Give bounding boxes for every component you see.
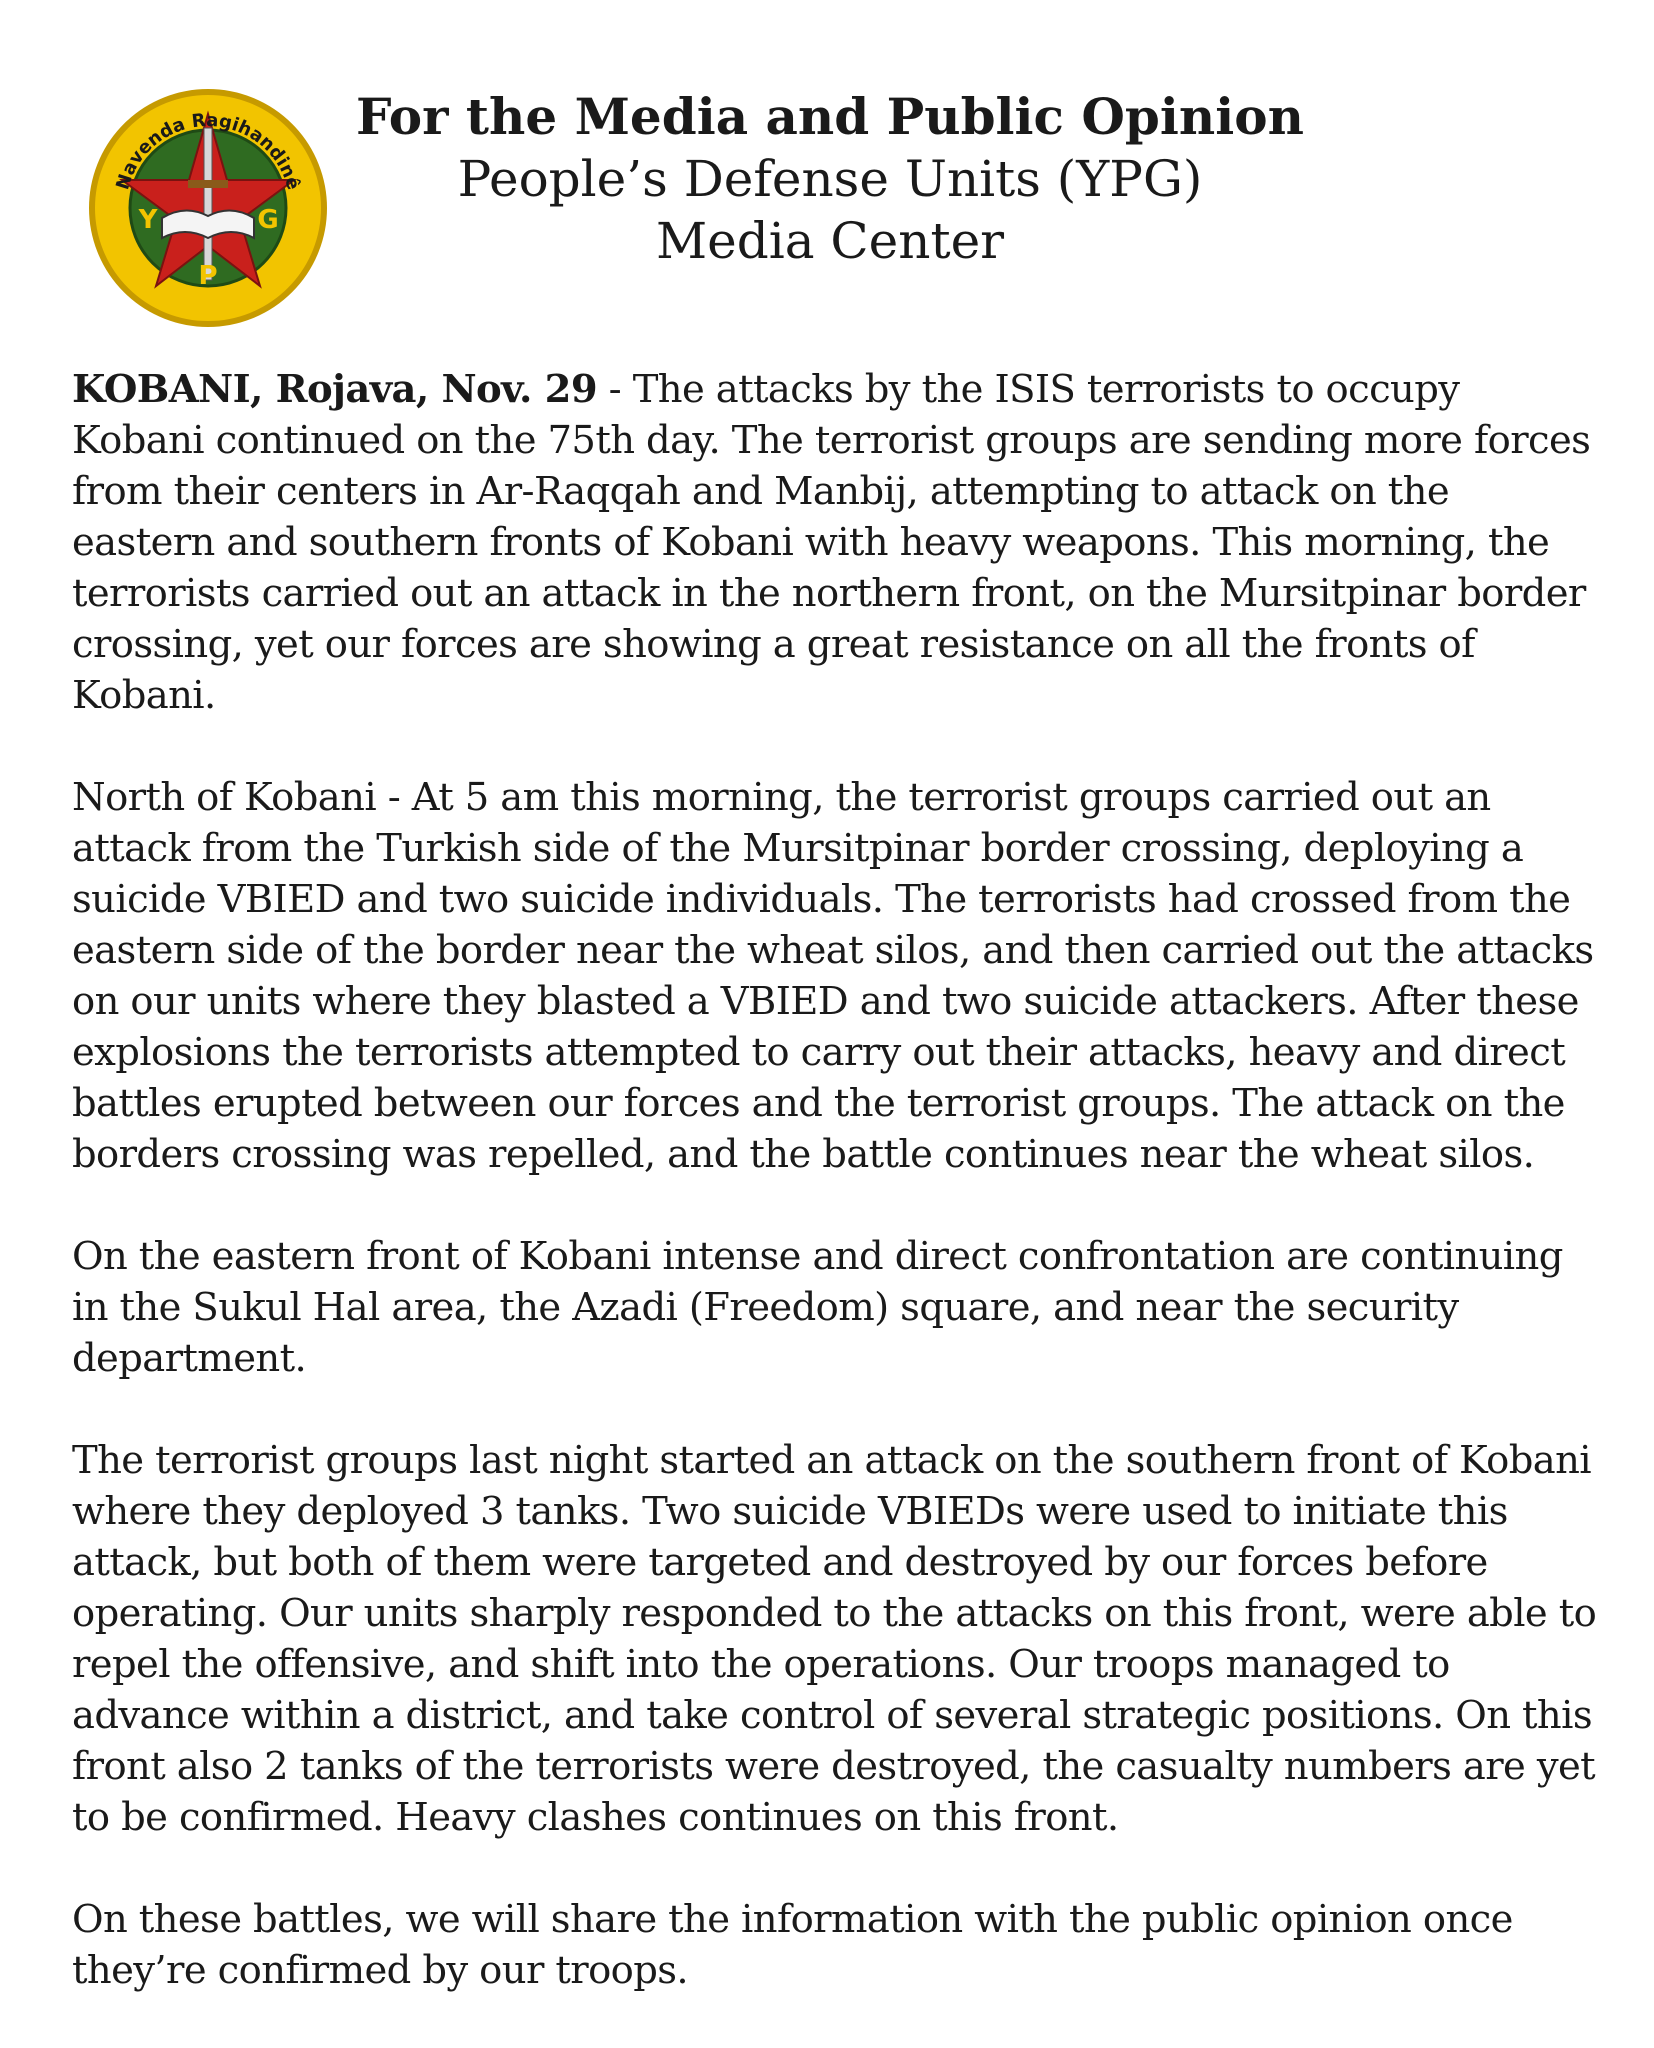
ypg-logo — [88, 88, 328, 328]
lead-paragraph — [72, 364, 1602, 721]
east-front-paragraph: On the eastern front of Kobani intense and direct confrontation are continuing in the Sukul Hal area, the Azadi (Freedom) square, and near the security department. — [72, 1234, 1563, 1381]
south-front-paragraph: The terrorist groups last night started an attack on the southern front of Kobani where they deployed 3 tanks. Two suicide VBIEDs were used to initiate this attack, but both of them were targeted and destroyed by our forces before operating. Our units sharply responded to the attacks on this front, were able to repel the offensive, and shift into the operations. Our troops managed to advance within a district, and take control of several strategic positions. On this front also 2 tanks of the terrorists were destroyed, the casualty numbers are yet to be confirmed. Heavy clashes continues on this front. — [72, 1438, 1597, 1840]
logo-letter-g: G — [257, 205, 279, 235]
logo-ring-text: Navenda Ragihandinê — [112, 109, 304, 193]
header-department: Media Center — [655, 212, 1005, 270]
header-title: For the Media and Public Opinion — [356, 87, 1304, 146]
logo-sword-icon — [204, 128, 212, 280]
press-release-body — [72, 364, 1602, 2047]
header-organization: People’s Defense Units (YPG) — [457, 150, 1203, 208]
closing-paragraph: On these battles, we will share the information with the public opinion once they’re confirmed by our troops. — [72, 1897, 1513, 1993]
lead-text: - The attacks by the ISIS terrorists to occupy Kobani continued on the 75th day. The terrorist groups are sending more forces from their centers in Ar-Raqqah and Manbij, attempting to attack on the eastern and southern fronts of Kobani with heavy weapons. This morning, the terrorists carried out an attack in the northern front, on the Mursitpinar border crossing, yet our forces are showing a great resistance on all the fronts of Kobani. — [72, 367, 1591, 718]
north-front-paragraph: North of Kobani - At 5 am this morning, the terrorist groups carried out an attack from the Turkish side of the Mursitpinar border crossing, deploying a suicide VBIED and two suicide individuals. The terrorists had crossed from the eastern side of the border near the wheat silos, and then carried out the attacks on our units where they blasted a VBIED and two suicide attackers. After these explosions the terrorists attempted to carry out their attacks, heavy and direct battles erupted between our forces and the terrorist groups. The attack on the borders crossing was repelled, and the battle continues near the wheat silos. — [72, 775, 1594, 1177]
logo-letter-y: Y — [138, 205, 158, 235]
logo-sword-guard — [188, 180, 228, 188]
logo-letter-p: P — [198, 261, 218, 291]
press-release-header — [330, 86, 1330, 272]
dateline: KOBANI, Rojava, Nov. 29 — [72, 367, 598, 412]
